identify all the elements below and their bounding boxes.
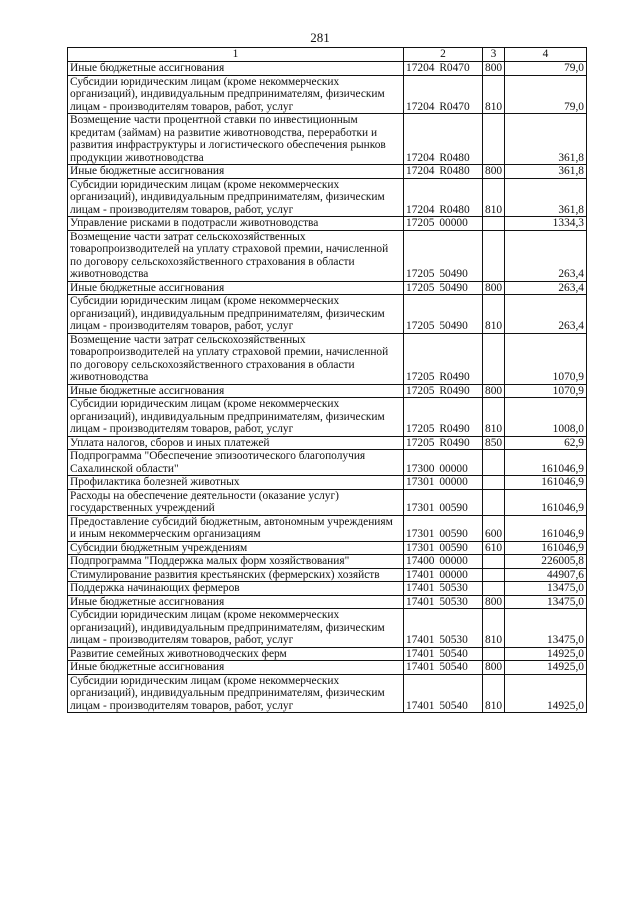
row-type-cell (483, 647, 505, 661)
table-row (68, 595, 587, 609)
row-code-cell: 17205 R0490 (404, 333, 483, 384)
row-code-cell: 17301 00590 (404, 541, 483, 555)
row-code-cell: 17401 50540 (404, 661, 483, 675)
row-code-cell: 17205 R0490 (404, 384, 483, 398)
row-sum-cell: 13475,0 (505, 582, 587, 596)
row-code-cell: 17205 50490 (404, 230, 483, 281)
row-name-cell: Поддержка начинающих фермеров (68, 582, 404, 596)
row-sum-cell: 263,4 (505, 281, 587, 295)
table-row (68, 582, 587, 596)
table-row (68, 75, 587, 114)
row-type-cell (483, 333, 505, 384)
row-name-cell: Профилактика болезней животных (68, 476, 404, 490)
header-cell-type: 3 (483, 48, 505, 62)
row-code-cell: 17204 R0470 (404, 62, 483, 76)
table-row (68, 436, 587, 450)
table-row (68, 165, 587, 179)
row-name-cell: Подпрограмма "Обеспечение эпизоотического благополучия Сахалинской области" (68, 450, 404, 476)
row-type-cell: 800 (483, 595, 505, 609)
table-row (68, 384, 587, 398)
table-row (68, 114, 587, 165)
row-sum-cell: 161046,9 (505, 489, 587, 515)
header-cell-code: 2 (404, 48, 483, 62)
row-sum-cell: 161046,9 (505, 476, 587, 490)
row-name-cell: Управление рисками в подотрасли животноводства (68, 217, 404, 231)
row-code-cell: 17205 50490 (404, 281, 483, 295)
table-row (68, 476, 587, 490)
page-number: 281 (310, 30, 330, 45)
table-row (68, 661, 587, 675)
row-name-cell: Иные бюджетные ассигнования (68, 281, 404, 295)
row-sum-cell: 13475,0 (505, 595, 587, 609)
row-type-cell: 800 (483, 165, 505, 179)
row-name-cell: Предоставление субсидий бюджетным, автономным учреждениям и иным некоммерческим организациям (68, 515, 404, 541)
row-sum-cell: 79,0 (505, 62, 587, 76)
row-name-cell: Субсидии юридическим лицам (кроме некоммерческих организаций), индивидуальным предпринимателям, физическим лицам - производителям товаров, работ, услуг (68, 295, 404, 334)
row-code-cell: 17401 00000 (404, 568, 483, 582)
row-type-cell (483, 582, 505, 596)
row-sum-cell: 79,0 (505, 75, 587, 114)
row-code-cell: 17400 00000 (404, 555, 483, 569)
row-sum-cell: 1008,0 (505, 398, 587, 437)
row-code-cell: 17204 R0480 (404, 178, 483, 217)
row-type-cell (483, 217, 505, 231)
row-type-cell: 810 (483, 398, 505, 437)
row-code-cell: 17401 50540 (404, 647, 483, 661)
row-code-cell: 17301 00590 (404, 515, 483, 541)
row-code-cell: 17401 50540 (404, 674, 483, 713)
table-row (68, 295, 587, 334)
row-name-cell: Развитие семейных животноводческих ферм (68, 647, 404, 661)
table-row (68, 647, 587, 661)
row-type-cell: 810 (483, 295, 505, 334)
row-code-cell: 17204 R0470 (404, 75, 483, 114)
table-row (68, 230, 587, 281)
budget-table (67, 47, 587, 713)
header-row (68, 48, 587, 62)
row-code-cell: 17401 50530 (404, 609, 483, 648)
table-row (68, 609, 587, 648)
row-sum-cell: 1334,3 (505, 217, 587, 231)
row-name-cell: Иные бюджетные ассигнования (68, 62, 404, 76)
row-sum-cell: 62,9 (505, 436, 587, 450)
row-code-cell: 17204 R0480 (404, 165, 483, 179)
header-cell-name: 1 (68, 48, 404, 62)
row-sum-cell: 1070,9 (505, 333, 587, 384)
table-row (68, 281, 587, 295)
table-row (68, 217, 587, 231)
row-type-cell (483, 230, 505, 281)
row-sum-cell: 14925,0 (505, 647, 587, 661)
row-name-cell: Субсидии юридическим лицам (кроме некоммерческих организаций), индивидуальным предпринимателям, физическим лицам - производителям товаров, работ, услуг (68, 398, 404, 437)
row-type-cell: 800 (483, 281, 505, 295)
row-type-cell (483, 555, 505, 569)
row-name-cell: Субсидии юридическим лицам (кроме некоммерческих организаций), индивидуальным предпринимателям, физическим лицам - производителям товаров, работ, услуг (68, 178, 404, 217)
row-code-cell: 17205 00000 (404, 217, 483, 231)
row-code-cell: 17205 50490 (404, 295, 483, 334)
row-code-cell: 17301 00590 (404, 489, 483, 515)
row-sum-cell: 161046,9 (505, 450, 587, 476)
row-sum-cell: 161046,9 (505, 541, 587, 555)
row-name-cell: Иные бюджетные ассигнования (68, 595, 404, 609)
row-type-cell: 800 (483, 62, 505, 76)
table-row (68, 568, 587, 582)
row-code-cell: 17205 R0490 (404, 398, 483, 437)
row-type-cell (483, 489, 505, 515)
row-code-cell: 17301 00000 (404, 476, 483, 490)
table-row (68, 450, 587, 476)
row-sum-cell: 226005,8 (505, 555, 587, 569)
row-name-cell: Возмещение части процентной ставки по инвестиционным кредитам (займам) на развитие животноводства, переработки и развития инфраструктуры и логистического обеспечения рынков продукции животноводства (68, 114, 404, 165)
row-sum-cell: 13475,0 (505, 609, 587, 648)
row-type-cell: 810 (483, 75, 505, 114)
row-name-cell: Иные бюджетные ассигнования (68, 165, 404, 179)
table-row (68, 398, 587, 437)
row-type-cell: 810 (483, 674, 505, 713)
row-type-cell: 800 (483, 384, 505, 398)
row-type-cell (483, 114, 505, 165)
row-code-cell: 17401 50530 (404, 582, 483, 596)
row-name-cell: Субсидии юридическим лицам (кроме некоммерческих организаций), индивидуальным предпринимателям, физическим лицам - производителям товаров, работ, услуг (68, 674, 404, 713)
row-code-cell: 17300 00000 (404, 450, 483, 476)
row-sum-cell: 361,8 (505, 114, 587, 165)
table-row (68, 674, 587, 713)
row-sum-cell: 361,8 (505, 165, 587, 179)
row-name-cell: Расходы на обеспечение деятельности (оказание услуг) государственных учреждений (68, 489, 404, 515)
row-code-cell: 17204 R0480 (404, 114, 483, 165)
row-name-cell: Иные бюджетные ассигнования (68, 384, 404, 398)
table-row (68, 515, 587, 541)
row-type-cell: 810 (483, 178, 505, 217)
row-name-cell: Субсидии юридическим лицам (кроме некоммерческих организаций), индивидуальным предпринимателям, физическим лицам - производителям товаров, работ, услуг (68, 75, 404, 114)
row-name-cell: Иные бюджетные ассигнования (68, 661, 404, 675)
table-row (68, 62, 587, 76)
table-row (68, 333, 587, 384)
header-cell-sum: 4 (505, 48, 587, 62)
row-type-cell: 850 (483, 436, 505, 450)
row-sum-cell: 361,8 (505, 178, 587, 217)
row-name-cell: Субсидии юридическим лицам (кроме некоммерческих организаций), индивидуальным предпринимателям, физическим лицам - производителям товаров, работ, услуг (68, 609, 404, 648)
table-row (68, 489, 587, 515)
row-type-cell (483, 450, 505, 476)
row-name-cell: Субсидии бюджетным учреждениям (68, 541, 404, 555)
row-sum-cell: 263,4 (505, 295, 587, 334)
table-row (68, 555, 587, 569)
row-type-cell: 810 (483, 609, 505, 648)
row-name-cell: Подпрограмма "Поддержка малых форм хозяйствования" (68, 555, 404, 569)
row-sum-cell: 14925,0 (505, 661, 587, 675)
row-type-cell (483, 476, 505, 490)
row-sum-cell: 1070,9 (505, 384, 587, 398)
row-name-cell: Стимулирование развития крестьянских (фермерских) хозяйств (68, 568, 404, 582)
row-name-cell: Возмещение части затрат сельскохозяйственных товаропроизводителей на уплату страховой премии, начисленной по договору сельскохозяйственного страхования в области животноводства (68, 230, 404, 281)
row-code-cell: 17401 50530 (404, 595, 483, 609)
row-type-cell: 800 (483, 661, 505, 675)
row-type-cell: 610 (483, 541, 505, 555)
row-type-cell: 600 (483, 515, 505, 541)
row-sum-cell: 161046,9 (505, 515, 587, 541)
table-row (68, 541, 587, 555)
row-sum-cell: 14925,0 (505, 674, 587, 713)
row-sum-cell: 263,4 (505, 230, 587, 281)
table-row (68, 178, 587, 217)
row-sum-cell: 44907,6 (505, 568, 587, 582)
row-name-cell: Возмещение части затрат сельскохозяйственных товаропроизводителей на уплату страховой премии, начисленной по договору сельскохозяйственного страхования в области животноводства (68, 333, 404, 384)
row-name-cell: Уплата налогов, сборов и иных платежей (68, 436, 404, 450)
row-type-cell (483, 568, 505, 582)
row-code-cell: 17205 R0490 (404, 436, 483, 450)
